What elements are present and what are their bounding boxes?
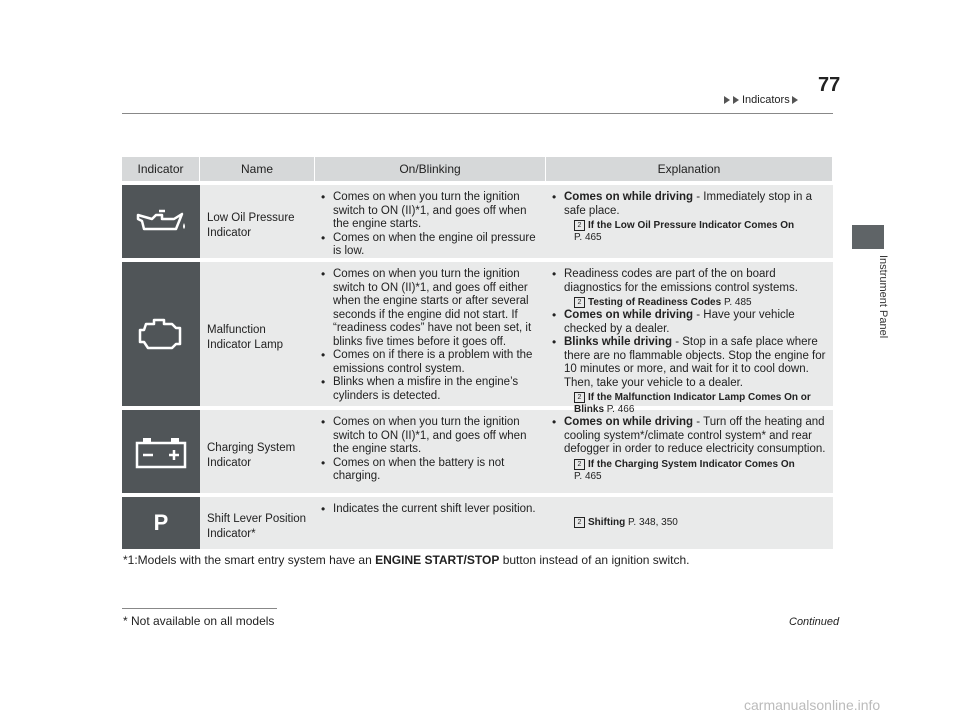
table-row [122, 497, 833, 549]
reference-arrow-icon: 2 [574, 392, 585, 403]
continued-label: Continued [789, 616, 840, 628]
cross-reference-link[interactable]: 2 If the Low Oil Pressure Indicator Comes On P. 465 [574, 220, 795, 244]
header-explanation: Explanation [546, 157, 833, 181]
indicator-cell [122, 185, 200, 258]
footer-note: * Not available on all models [123, 614, 275, 628]
cross-reference-link[interactable]: 2 Testing of Readiness Codes P. 485 [552, 297, 827, 309]
breadcrumb-arrow-icon [792, 96, 798, 104]
header-indicator: Indicator [122, 157, 200, 181]
oil-pressure-icon [132, 207, 190, 237]
cross-reference-link[interactable]: 2 Shifting P. 348, 350 [552, 517, 827, 529]
engine-check-icon [136, 314, 186, 354]
page-number: 77 [818, 74, 841, 96]
table-row [122, 410, 833, 493]
reference-arrow-icon: 2 [574, 517, 585, 528]
list-item: • Comes on when the engine oil pressure is low. [321, 230, 536, 257]
breadcrumb-arrow-icon [724, 96, 730, 104]
on-blinking-cell [315, 185, 546, 258]
indicator-table [122, 157, 833, 549]
indicator-name: Malfunction Indicator Lamp [207, 324, 284, 351]
table-header [122, 157, 833, 181]
on-blinking-cell [315, 410, 546, 493]
explanation-cell [546, 185, 833, 258]
list-item: • Blinks while driving - Stop in a safe place where there are no flammable objects. Stop the engine for 10 minutes or more, and wait for it to cool down. Then, take your vehicle to a dealer. [552, 335, 826, 389]
reference-arrow-icon: 2 [574, 297, 585, 308]
section-label: Instrument Panel [877, 255, 889, 339]
footnote: *1:Models with the smart entry system have an ENGINE START/STOP button instead of an ignition switch. [123, 553, 690, 567]
table-row [122, 185, 833, 258]
cross-reference-link[interactable]: 2 If the Charging System Indicator Comes On P. 465 [574, 458, 795, 482]
indicator-cell [122, 410, 200, 493]
indicator-name: Low Oil Pressure Indicator [207, 211, 295, 239]
list-item: • Comes on when you turn the ignition switch to ON (II)*1, and goes off either when the engine starts or after several seconds if the engine did not start. If “readiness codes” have not been set, it blinks five times before it goes off. [321, 267, 532, 348]
indicator-name: Charging System Indicator [207, 441, 296, 469]
battery-icon [133, 435, 189, 469]
indicator-cell [122, 497, 200, 549]
list-item: • Comes on while driving - Immediately stop in a safe place. [552, 190, 812, 217]
on-blinking-cell [315, 497, 546, 549]
header-on-blinking: On/Blinking [315, 157, 546, 181]
shift-lever-p-icon: P [153, 510, 169, 535]
reference-arrow-icon: 2 [574, 220, 585, 231]
cross-reference-link[interactable]: 2 If the Malfunction Indicator Lamp Comes On or Blinks P. 466 [574, 392, 811, 416]
section-tab [852, 225, 884, 249]
indicator-name: Shift Lever Position Indicator* [207, 513, 307, 540]
list-item: • Comes on when you turn the ignition switch to ON (II)*1, and goes off when the engine starts. [321, 190, 527, 230]
on-blinking-cell [315, 262, 546, 406]
footer-rule [122, 608, 277, 609]
list-item: • Indicates the current shift lever position. [321, 502, 536, 516]
reference-arrow-icon: 2 [574, 459, 585, 470]
explanation-cell [546, 410, 833, 493]
header-rule [122, 113, 833, 114]
watermark: carmanualsonline.info [744, 697, 881, 713]
table-row [122, 262, 833, 416]
list-item: • Blinks when a misfire in the engine’s cylinders is detected. [321, 375, 519, 402]
breadcrumb-label[interactable]: Indicators [742, 94, 790, 106]
explanation-cell [546, 497, 833, 549]
list-item: • Comes on while driving - Turn off the heating and cooling system*/climate control system* and rear defogger in order to reduce electricity consumption. [552, 415, 826, 455]
explanation-cell [546, 262, 833, 416]
breadcrumb [724, 94, 799, 106]
list-item: • Comes on when you turn the ignition switch to ON (II)*1, and goes off when the engine starts. [321, 415, 527, 455]
list-item: • Comes on while driving - Have your vehicle checked by a dealer. [552, 308, 795, 335]
indicator-cell [122, 262, 200, 406]
breadcrumb-arrow-icon [733, 96, 739, 104]
list-item: • Comes on if there is a problem with the emissions control system. [321, 348, 533, 375]
header-name: Name [200, 157, 315, 181]
list-item: • Readiness codes are part of the on board diagnostics for the emissions control systems. [552, 267, 798, 294]
list-item: • Comes on when the battery is not charging. [321, 455, 505, 482]
